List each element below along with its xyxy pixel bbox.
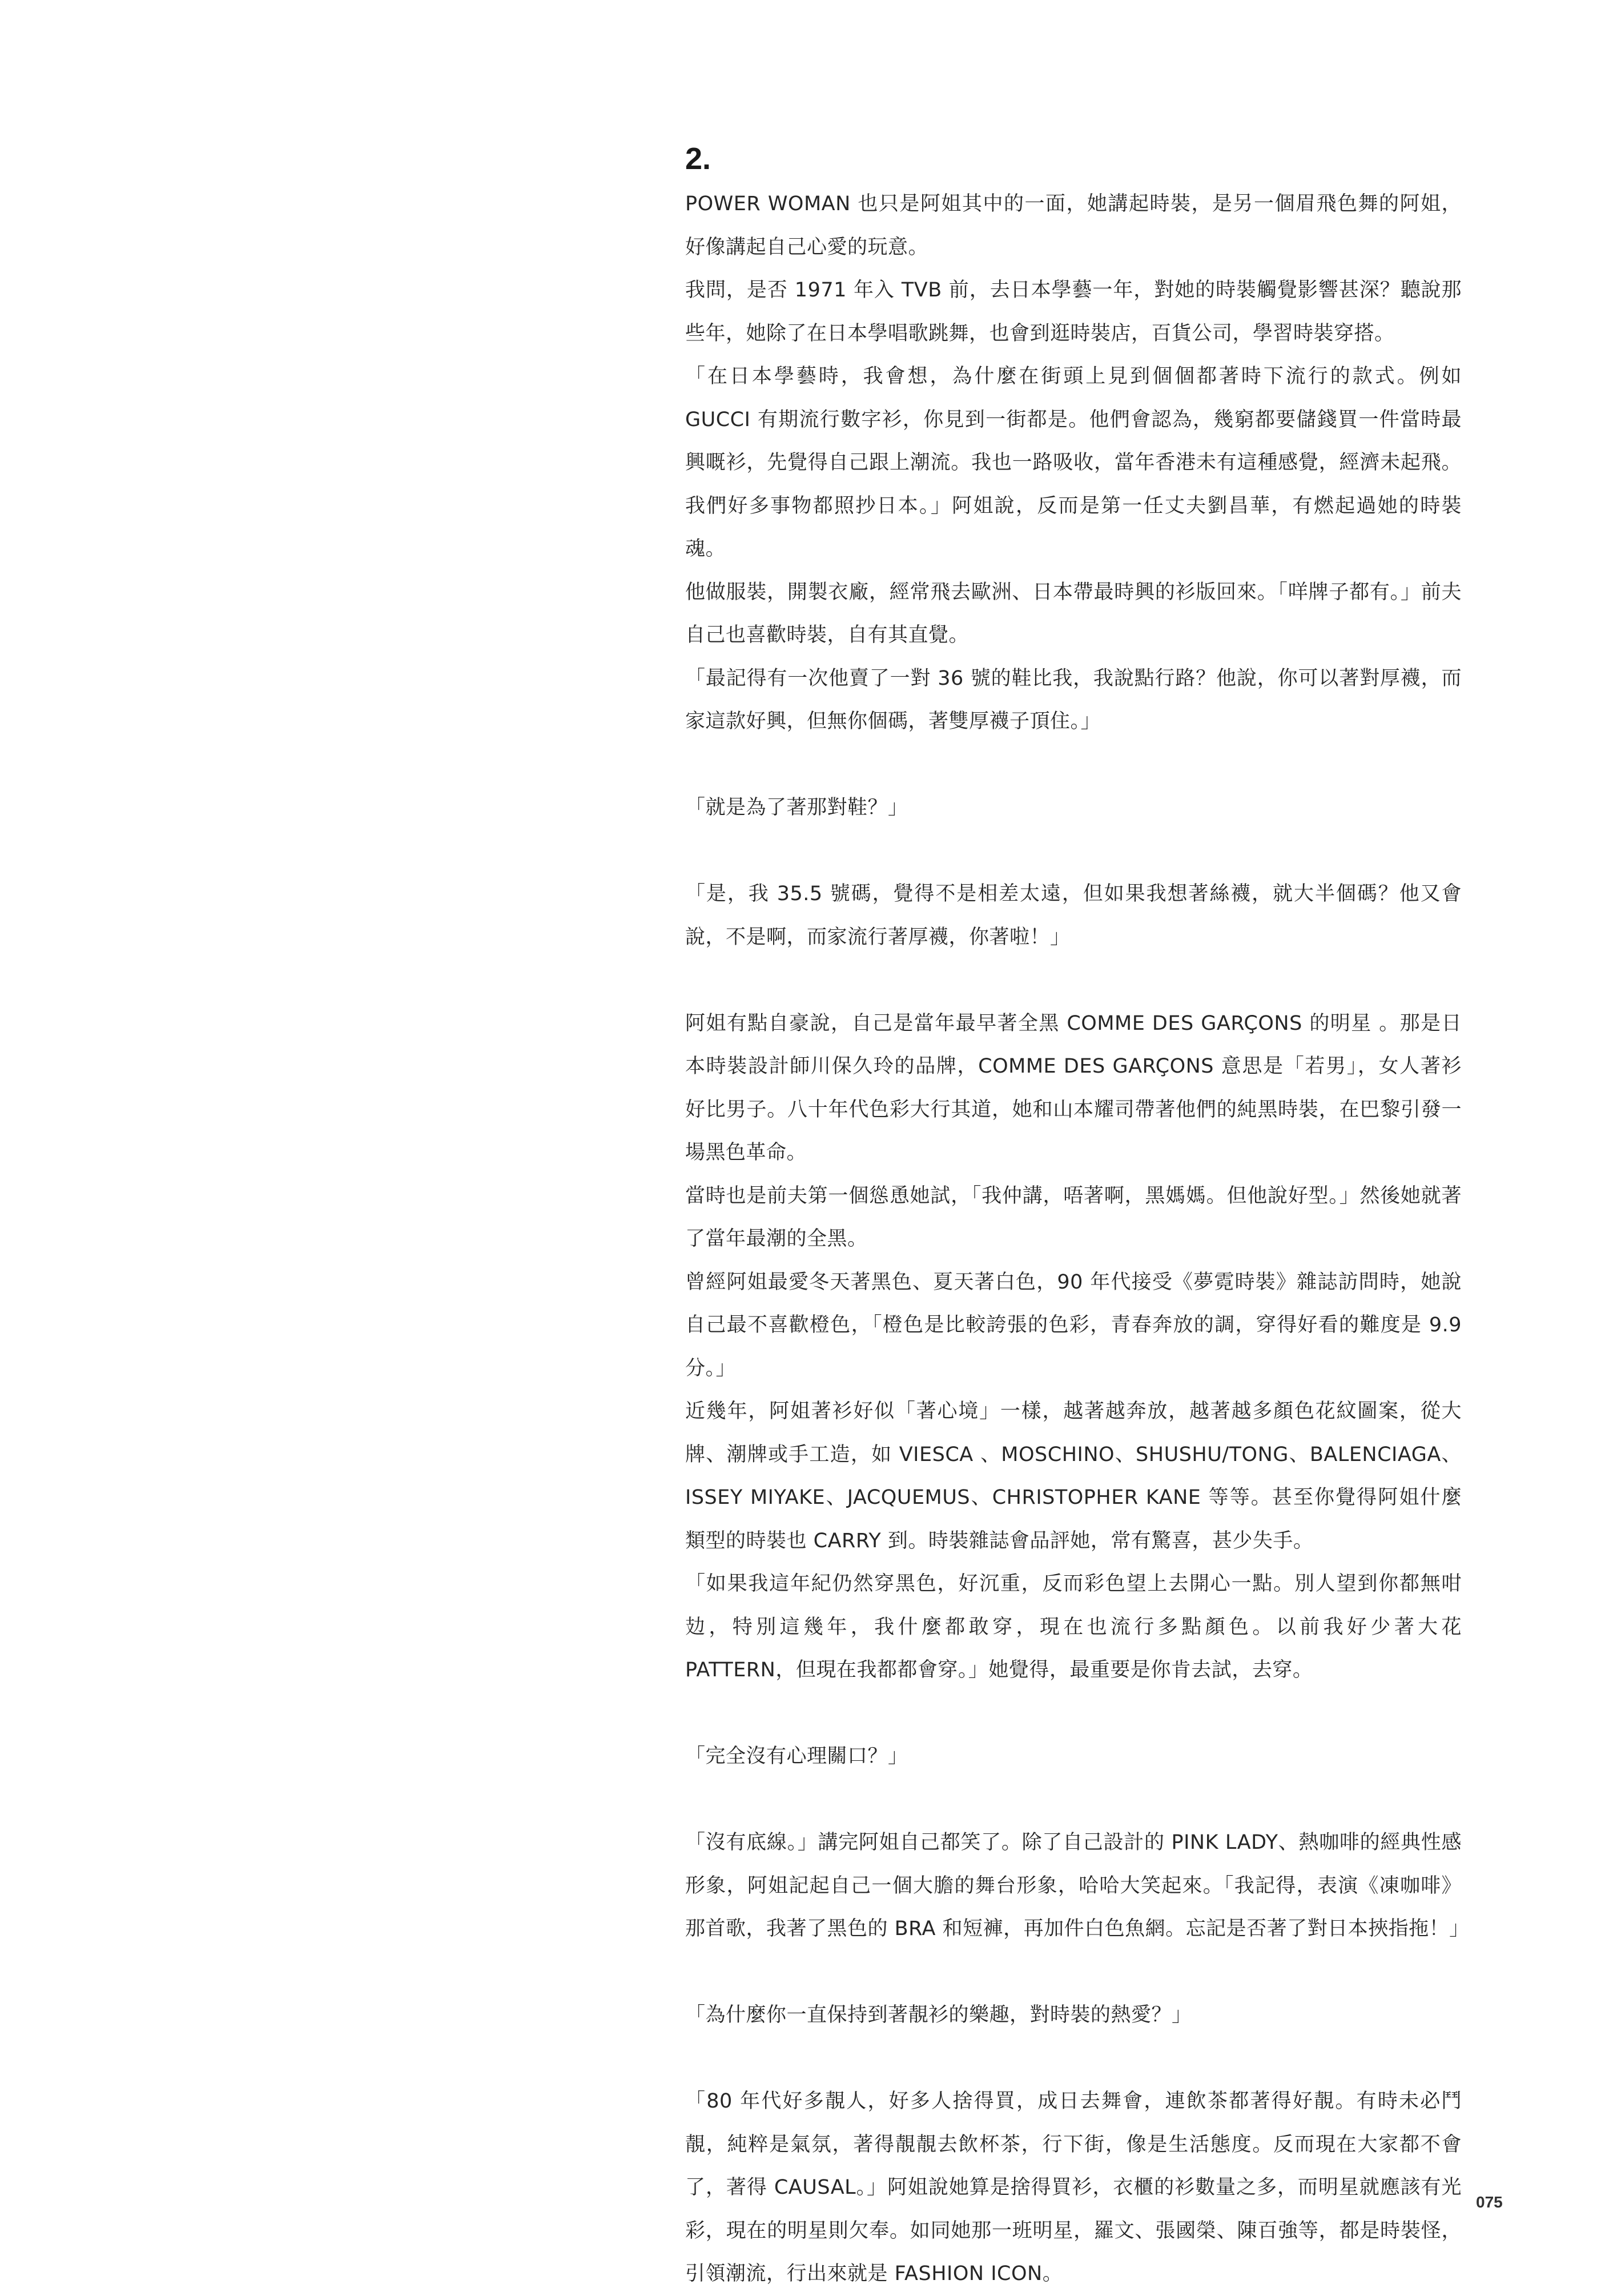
paragraph-question-barrier: 「完全沒有心理關口？」 xyxy=(685,1745,908,1768)
section-number: 2. xyxy=(685,142,711,176)
paragraph-no-bottom-line: 「沒有底線。」講完阿姐自己都笑了。除了自己設計的 PINK LADY、熱咖啡的經典性感形象，阿姐記起自己一個大膽的舞台形象，哈哈大笑起來。「我記得，表演《凍咖啡》那首歌，我著了黑色的 BRA 和短褲，再加件白色魚網。忘記是否著了對日本挾指拖！」 xyxy=(685,1831,1470,1940)
paragraph-recent-brands: 近幾年，阿姐著衫好似「著心境」一樣，越著越奔放，越著越多顏色花紋圖案，從大牌、潮牌或手工造，如 VIESCA 、MOSCHINO、SHUSHU/TONG、BALENCIAGA、ISSEY MIYAKE、JACQUEMUS、CHRISTOPHER KANE 等等。甚至你覺得阿姐什麼類型的時裝也 CARRY 到。時裝雜誌會品評她，常有驚喜，甚少失手。 xyxy=(685,1400,1462,1552)
page-number: 075 xyxy=(1476,2193,1503,2211)
paragraph-power-woman: POWER WOMAN 也只是阿姐其中的一面，她講起時裝，是另一個眉飛色舞的阿姐，好像講起自己心愛的玩意。 xyxy=(685,192,1462,259)
paragraph-question-japan: 我問，是否 1971 年入 TVB 前，去日本學藝一年，對她的時裝觸覺影響甚深？聽說那些年，她除了在日本學唱歌跳舞，也會到逛時裝店，百貨公司，學習時裝穿搭。 xyxy=(685,279,1462,345)
paragraph-colorful-quote: 「如果我這年紀仍然穿黑色，好沉重，反而彩色望上去開心一點。別人望到你都無咁攰，特別這幾年，我什麼都敢穿，現在也流行多點顏色。以前我好少著大花 PATTERN，但現在我都都會穿。」她覺得，最重要是你肯去試，去穿。 xyxy=(685,1572,1462,1681)
paragraph-question-passion: 「為什麼你一直保持到著靚衫的樂趣，對時裝的熱愛？」 xyxy=(685,2004,1192,2026)
paragraph-question-shoes: 「就是為了著那對鞋？」 xyxy=(685,796,908,819)
paragraph-comme-des-garcons: 阿姐有點自豪說，自己是當年最早著全黑 COMME DES GARÇONS 的明星 。那是日本時裝設計師川保久玲的品牌，COMME DES GARÇONS 意思是「若男」，女人著衫好比男子。八十年代色彩大行其道，她和山本耀司帶著他們的純黑時裝，在巴黎引發一場黑色革命。 xyxy=(685,1011,1462,1164)
paragraph-shoe-size-answer: 「是，我 35.5 號碼，覺得不是相差太遠，但如果我想著絲襪，就大半個碼？他又會說，不是啊，而家流行著厚襪，你著啦！」 xyxy=(685,882,1462,949)
paragraph-80s-answer: 「80 年代好多靚人，好多人捨得買，成日去舞會，連飲茶都著得好靚。有時未必鬥靚，純粹是氣氛，著得靚靚去飲杯茶，行下街，像是生活態度。反而現在大家都不會了，著得 CAUSAL。」阿姐說她算是捨得買衫，衣櫃的衫數量之多，而明星就應該有光彩，現在的明星則欠奉。如同她那一班明星，羅文、張國榮、陳百強等，都是時裝怪，引領潮流，行出來就是 FASHION ICON。 xyxy=(685,2090,1462,2285)
paragraph-shoes-quote: 「最記得有一次他賣了一對 36 號的鞋比我，我說點行路？他說，你可以著對厚襪，而家這款好興，但無你個碼，著雙厚襪子頂住。」 xyxy=(685,667,1462,733)
paragraph-husband-clothing: 他做服裝，開製衣廠，經常飛去歐洲、日本帶最時興的衫版回來。「咩牌子都有。」前夫自己也喜歡時裝，自有其直覺。 xyxy=(685,580,1462,647)
paragraph-orange-color: 曾經阿姐最愛冬天著黑色、夏天著白色，90 年代接受《夢霓時裝》雜誌訪問時，她說自己最不喜歡橙色，「橙色是比較誇張的色彩，青春奔放的調，穿得好看的難度是 9.9 分。」 xyxy=(685,1270,1462,1380)
article-text-column xyxy=(685,137,1470,2296)
paragraph-husband-encouraged: 當時也是前夫第一個慫恿她試，「我仲講，唔著啊，黑媽媽。但他說好型。」然後她就著了當年最潮的全黑。 xyxy=(685,1184,1462,1250)
paragraph-japan-quote: 「在日本學藝時，我會想，為什麼在街頭上見到個個都著時下流行的款式。例如 GUCCI 有期流行數字衫，你見到一街都是。他們會認為，幾窮都要儲錢買一件當時最興嘅衫，先覺得自己跟上潮流。我也一路吸收，當年香港未有這種感覺，經濟未起飛。我們好多事物都照抄日本。」阿姐說，反而是第一任丈夫劉昌華，有燃起過她的時裝魂。 xyxy=(685,365,1462,560)
